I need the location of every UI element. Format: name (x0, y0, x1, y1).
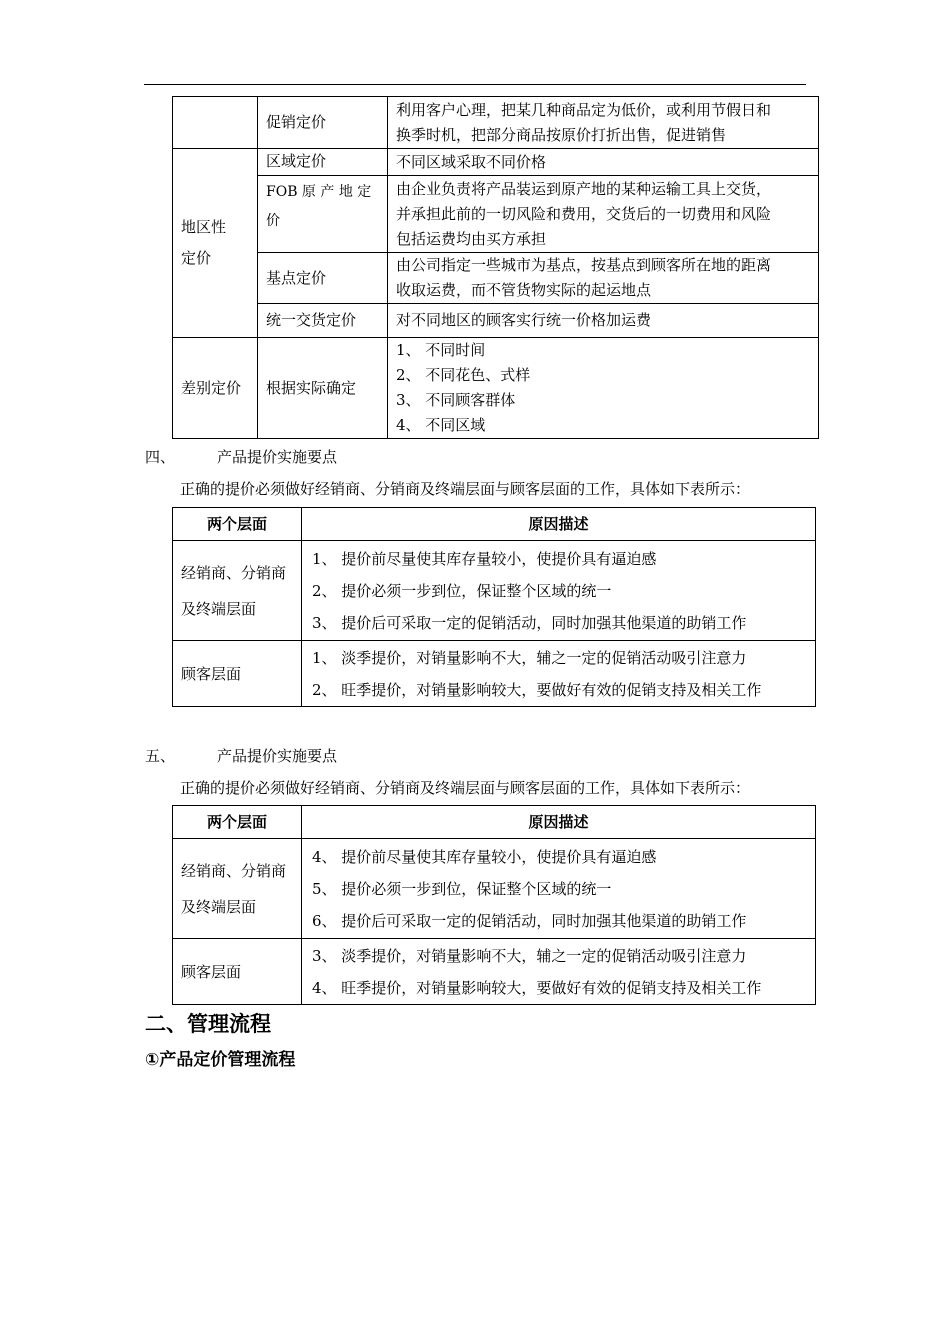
table-row (173, 97, 819, 149)
desc-cell: 1、 不同时间 2、 不同花色、式样 3、 不同顾客群体 4、 不同区域 (388, 338, 819, 439)
desc-cell: 对不同地区的顾客实行统一价格加运费 (388, 304, 819, 338)
method-cell: 统一交货定价 (258, 304, 388, 338)
section-intro: 正确的提价必须做好经销商、分销商及终端层面与顾客层面的工作，具体如下表所示： (180, 480, 751, 498)
header-rule (144, 84, 806, 85)
heading-management-process: 二、管理流程 (145, 1012, 271, 1036)
group-cell: 地区性 定价 (173, 149, 258, 338)
table-row (173, 149, 819, 176)
price-raise-table (172, 507, 816, 707)
table-header-row: 两个层面 原因描述 (173, 508, 816, 541)
desc-cell: 利用客户心理，把某几种商品定为低价，或利用节假日和 换季时机，把部分商品按原价打折出售，促进销售 (388, 97, 819, 149)
pricing-table (172, 96, 819, 439)
table-header-row: 两个层面 原因描述 (173, 806, 816, 839)
method-cell: 基点定价 (258, 253, 388, 304)
table-row (173, 176, 819, 253)
desc-cell: 由企业负责将产品装运到原产地的某种运输工具上交货， 并承担此前的一切风险和费用，交货后的一切费用和风险 包括运费均由买方承担 (388, 176, 819, 253)
layer-label: 顾客层面 (173, 939, 302, 1005)
table-row (173, 338, 819, 439)
heading-pricing-process: ①产品定价管理流程 (145, 1050, 296, 1070)
layer-label: 经销商、分销商 及终端层面 (173, 839, 302, 939)
desc-cell: 由公司指定一些城市为基点，按基点到顾客所在地的距离 收取运费，而不管货物实际的起运地点 (388, 253, 819, 304)
section-heading: 五、 产品提价实施要点 (145, 747, 338, 765)
reason-cell: 1、 淡季提价，对销量影响不大，辅之一定的促销活动吸引注意力 2、 旺季提价，对销量影响较大，要做好有效的促销支持及相关工作 (302, 641, 816, 707)
group-cell: 差别定价 (173, 338, 258, 439)
method-cell: 促销定价 (258, 97, 388, 149)
layer-label: 顾客层面 (173, 641, 302, 707)
method-cell: 根据实际确定 (258, 338, 388, 439)
table-row (173, 541, 816, 641)
section-heading: 四、 产品提价实施要点 (145, 448, 338, 466)
table-row (173, 939, 816, 1005)
layer-label: 经销商、分销商 及终端层面 (173, 541, 302, 641)
price-raise-table (172, 805, 816, 1005)
table-row (173, 839, 816, 939)
method-cell: 区域定价 (258, 149, 388, 176)
reason-cell: 3、 淡季提价，对销量影响不大，辅之一定的促销活动吸引注意力 4、 旺季提价，对销量影响较大，要做好有效的促销支持及相关工作 (302, 939, 816, 1005)
method-cell: FOB 原 产 地 定 价 (258, 176, 388, 253)
reason-cell: 4、 提价前尽量使其库存量较小，使提价具有逼迫感 5、 提价必须一步到位，保证整个区域的统一 6、 提价后可采取一定的促销活动，同时加强其他渠道的助销工作 (302, 839, 816, 939)
reason-cell: 1、 提价前尽量使其库存量较小，使提价具有逼迫感 2、 提价必须一步到位，保证整个区域的统一 3、 提价后可采取一定的促销活动，同时加强其他渠道的助销工作 (302, 541, 816, 641)
table-row (173, 253, 819, 304)
section-intro: 正确的提价必须做好经销商、分销商及终端层面与顾客层面的工作，具体如下表所示： (180, 779, 751, 797)
desc-cell: 不同区域采取不同价格 (388, 149, 819, 176)
group-cell (173, 97, 258, 149)
table-row (173, 641, 816, 707)
table-row (173, 304, 819, 338)
